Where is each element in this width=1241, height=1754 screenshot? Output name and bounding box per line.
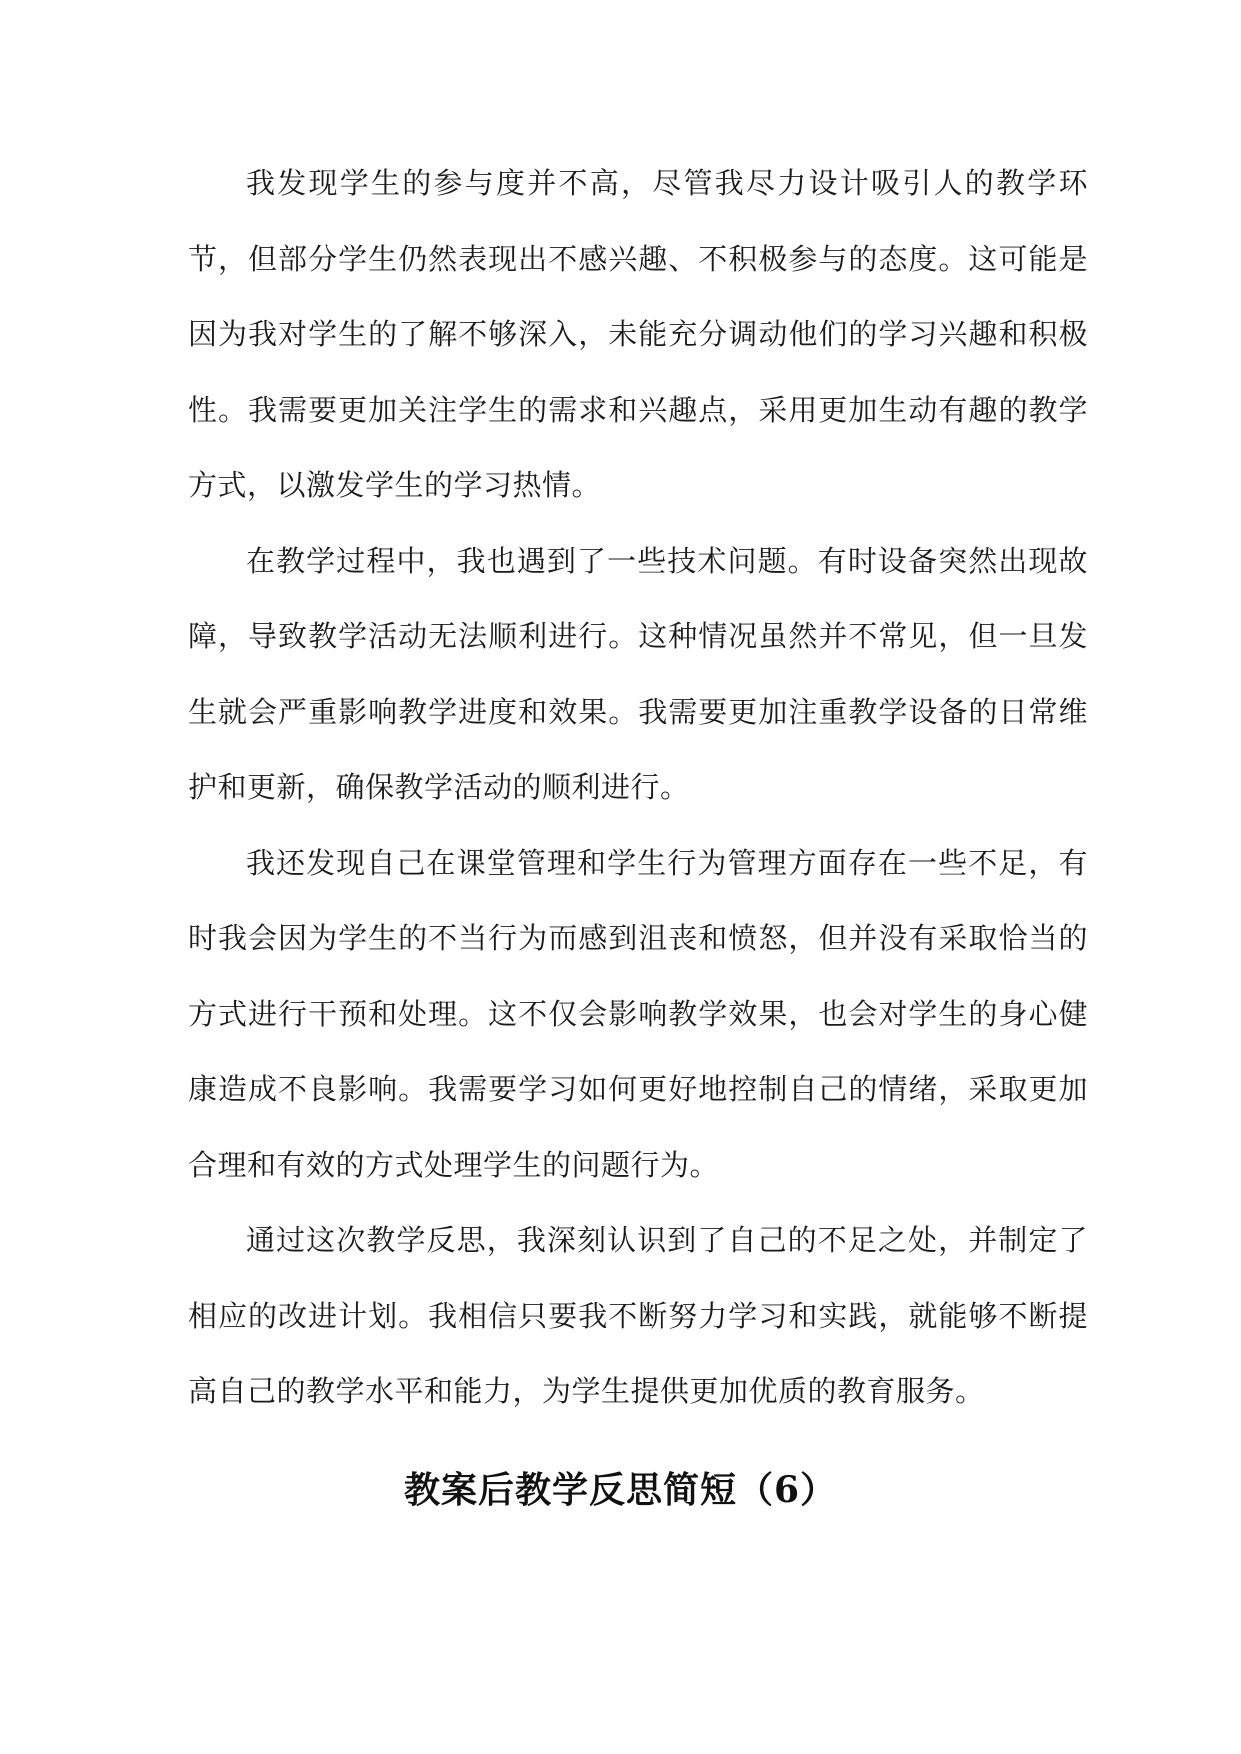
paragraph-2: 在教学过程中，我也遇到了一些技术问题。有时设备突然出现故障，导致教学活动无法顺利进行。这种情况虽然并不常见，但一旦发生就会严重影响教学进度和效果。我需要更加注重教学设备的日常维护和更新，确保教学活动的顺利进行。 xyxy=(188,543,1088,804)
paragraph-1: 我发现学生的参与度并不高，尽管我尽力设计吸引人的教学环节，但部分学生仍然表现出不感兴趣、不积极参与的态度。这可能是因为我对学生的了解不够深入，未能充分调动他们的学习兴趣和积极性。我需要更加关注学生的需求和兴趣点，采用更加生动有趣的教学方式，以激发学生的学习热情。 xyxy=(188,166,1088,502)
section-heading: 教案后教学反思简短（6） xyxy=(403,1469,838,1511)
paragraph-3: 我还发现自己在课堂管理和学生行为管理方面存在一些不足，有时我会因为学生的不当行为而感到沮丧和愤怒，但并没有采取恰当的方式进行干预和处理。这不仅会影响教学效果，也会对学生的身心健康造成不良影响。我需要学习如何更好地控制自己的情绪，采取更加合理和有效的方式处理学生的问题行为。 xyxy=(188,845,1088,1182)
paragraph-4: 通过这次教学反思，我深刻认识到了自己的不足之处，并制定了相应的改进计划。我相信只要我不断努力学习和实践，就能够不断提高自己的教学水平和能力，为学生提供更加优质的教育服务。 xyxy=(188,1223,1088,1408)
body-text xyxy=(188,146,1088,1430)
